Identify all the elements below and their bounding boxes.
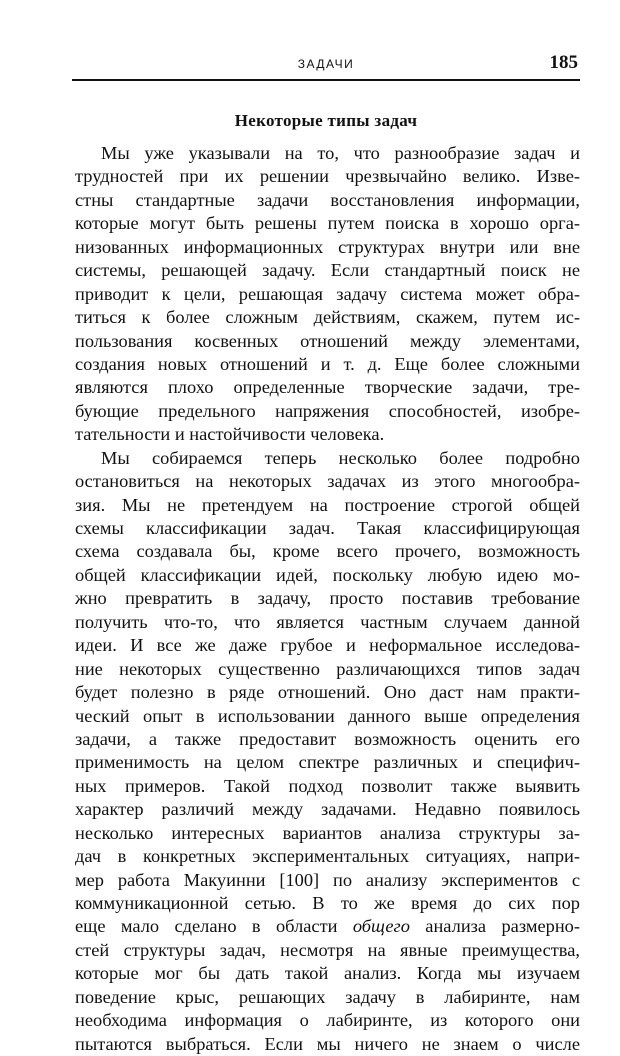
text-line: системы, решающей задачу. Если стандартный поиск не [75, 260, 580, 281]
text-line: титься к более сложным действиям, скажем, путем ис- [75, 307, 580, 328]
text-line: являются плохо определенные творческие задачи, тре- [75, 377, 580, 398]
text-line: общей классификации идей, поскольку любую идею мо- [75, 564, 580, 585]
text-line: получить что-то, что является частным случаем данной [75, 611, 580, 632]
text-line: бующие предельного напряжения способностей, изобре- [75, 400, 580, 421]
text-line: дач в конкретных экспериментальных ситуациях, напри- [75, 846, 580, 867]
text-line-end: анализа размерно- [409, 916, 580, 937]
text-line: необходима информация о лабиринте, из которого они [75, 1010, 580, 1031]
running-header [72, 52, 580, 81]
text-line: стей структуры задач, несмотря на явные преимущества, [75, 939, 580, 960]
text-line: мер работа Макуинни [100] по анализу экспериментов с [75, 869, 580, 890]
text-line: остановиться на некоторых задачах из этого многообра- [75, 471, 580, 492]
text-line: создания новых отношений и т. д. Еще более сложными [75, 353, 580, 374]
page-number: 185 [549, 52, 578, 73]
text-line: поведение крыс, решающих задачу в лабиринте, нам [75, 986, 580, 1007]
text-line: применимость на целом спектре различных и специфич- [75, 752, 580, 773]
text-line: схемы классификации задач. Такая классифицирующая [75, 518, 580, 538]
body-text [75, 142, 580, 1056]
italic-word: общего [352, 916, 410, 937]
text-line: приводит к цели, решающая задачу система может обра- [75, 283, 580, 304]
text-line: которые могут быть решены путем поиска в хорошо орга- [75, 213, 580, 234]
text-line: будет полезно в ряде отношений. Оно даст нам практи- [75, 682, 580, 703]
text-line: жно превратить в задачу, просто поставив требование [75, 588, 580, 609]
text-line: ных примеров. Такой подход позволит также выявить [75, 775, 580, 796]
text-line: низованных информационных структурах внутри или вне [75, 236, 580, 257]
text-line: трудностей при их решении чрезвычайно велико. Изве- [75, 166, 580, 187]
section-heading: Некоторые типы задач [234, 111, 418, 130]
running-title: ЗАДАЧИ [297, 57, 355, 71]
text-line: тательности и настойчивости человека. [75, 424, 385, 445]
text-line: Мы уже указывали на то, что разнообразие задач и [101, 143, 580, 163]
text-line: несколько интересных вариантов анализа структуры за- [75, 822, 580, 843]
text-line: пользования косвенных отношений между элементами, [75, 330, 580, 351]
text-line: которые мог бы дать такой анализ. Когда мы изучаем [75, 963, 580, 984]
text-line: стны стандартные задачи восстановления информации, [75, 189, 580, 210]
text-line: задачи, а также предоставит возможность оценить его [75, 728, 580, 749]
text-line: характер различий между задачами. Недавно появилось [75, 799, 580, 820]
text-line: ческий опыт в использовании данного выше определения [75, 705, 580, 726]
text-line-start: еще мало сделано в области [75, 916, 353, 937]
text-line-with-italic [75, 915, 580, 938]
text-line: Мы собираемся теперь несколько более подробно [101, 447, 580, 468]
text-line: пытаются выбраться. Если мы ничего не знаем о числе [75, 1033, 580, 1054]
text-line: ние некоторых существенно различающихся типов задач [75, 658, 580, 679]
text-line: коммуникационной сетью. В то же время до сих пор [75, 893, 580, 913]
text-line: схема создавала бы, кроме всего прочего, возможность [75, 541, 580, 562]
text-line: идеи. И все же даже грубое и неформальное исследова- [75, 635, 580, 656]
text-line: зия. Мы не претендуем на построение строгой общей [75, 494, 580, 515]
